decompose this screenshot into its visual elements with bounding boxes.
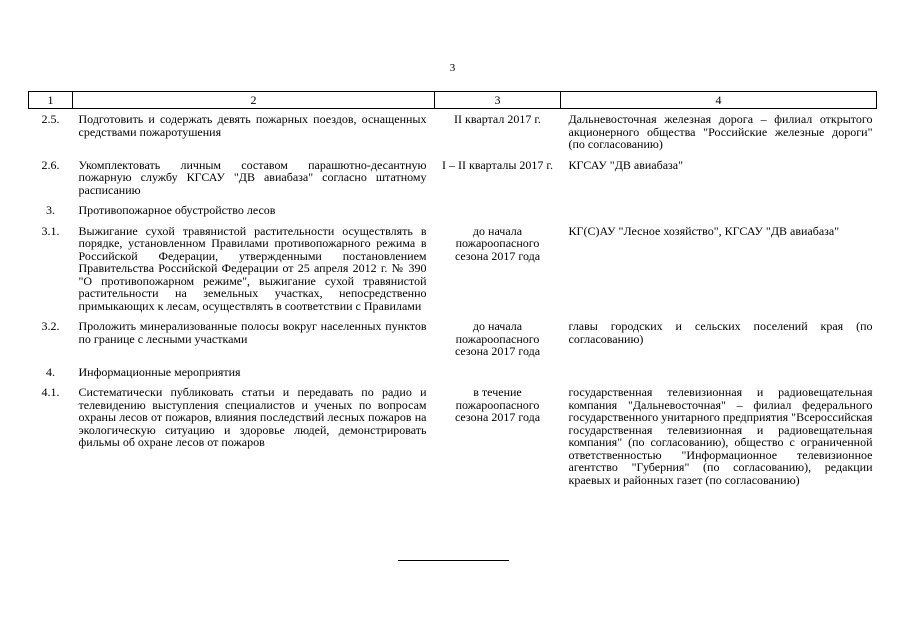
row-task: Систематически публиковать статьи и передавать по радио и телевидению выступления специалистов и ученых по вопросам охраны лесов от пожаров, влияния последствий лесных пожаров на экологическую ситуацию и здоровье людей, демонстрировать фильмы об охране лесов от пожаров: [78, 385, 427, 449]
row-task: Укомплектовать личным составом парашютно-десантную пожарную службу КГСАУ "ДВ авиабаза" согласно штатному расписанию: [78, 157, 427, 197]
row-task: Проложить минерализованные полосы вокруг населенных пунктов по границе с лесными участками: [78, 319, 427, 346]
row-responsible: Дальневосточная железная дорога – филиал открытого акционерного общества "Российские железные дороги" (по согласованию): [568, 112, 873, 151]
row-number: 2.6.: [41, 157, 60, 172]
section-row: [29, 204, 877, 225]
section-title: Противопожарное обустройство лесов: [78, 203, 276, 217]
row-responsible: КГСАУ "ДВ авиабаза": [568, 157, 684, 172]
row-responsible: [561, 366, 877, 387]
row-task: Выжигание сухой травянистой растительности осуществлять в порядке, установленном Правилами противопожарного режима в Российской Федерации, утвержденными постановлением Правительства Российской Федерации от 25 апреля 2012 г. № 390 "О противопожарном режиме", выжигание сухой травянистой растительности на земельных участках, непосредственно примыкающих к лесам, осуществлять в соответствии с Правилами: [78, 223, 427, 313]
page-number: 3: [449, 62, 456, 74]
table-body: [29, 109, 877, 495]
row-number: 3.1.: [41, 223, 60, 238]
row-term: II квартал 2017 г.: [454, 112, 541, 126]
row-term: до начала пожароопасного сезона 2017 года: [454, 223, 541, 263]
row-term: в течение пожароопасного сезона 2017 года: [454, 385, 541, 424]
row-responsible: главы городских и сельских поселений края (по согласованию): [568, 319, 873, 346]
row-number: 3.2.: [41, 319, 60, 333]
row-responsible: КГ(С)АУ "Лесное хозяйство", КГСАУ "ДВ авиабаза": [568, 223, 840, 238]
section-row: [29, 366, 877, 387]
row-task: Подготовить и содержать девять пожарных поездов, оснащенных средствами пожаротушения: [78, 112, 427, 139]
header-col-1: 1: [29, 92, 73, 109]
row-term: до начала пожароопасного сезона 2017 года: [454, 319, 541, 358]
row-number: 4.1.: [41, 385, 60, 399]
table-row: [29, 386, 877, 494]
table-header: [29, 92, 877, 109]
section-number: 4.: [46, 364, 55, 379]
table-row: [29, 320, 877, 366]
section-number: 3.: [46, 203, 55, 217]
row-term: [435, 204, 561, 225]
row-responsible: государственная телевизионная и радиовещательная компания "Дальневосточная" – филиал федерального государственного унитарного предприятия "Всероссийская государственная телевизионная и радиовещательная компания" (по согласованию), общество с ограниченной ответственностью "Информационное телевизионное агентство "Губерния" (по согласованию), редакции краевых и районных газет (по согласованию): [568, 385, 873, 487]
row-term: I – II кварталы 2017 г.: [442, 157, 553, 172]
header-col-3: 3: [435, 92, 561, 109]
row-term: [435, 366, 561, 387]
table-row: [29, 225, 877, 321]
row-number: 2.5.: [41, 112, 60, 126]
section-title: Информационные мероприятия: [78, 364, 241, 379]
table-row: [29, 109, 877, 159]
table-row: [29, 159, 877, 205]
header-row: [29, 92, 877, 109]
measures-table: [28, 91, 877, 494]
header-col-2: 2: [73, 92, 435, 109]
header-col-4: 4: [561, 92, 877, 109]
footer-divider: [398, 560, 509, 561]
row-responsible: [561, 204, 877, 225]
